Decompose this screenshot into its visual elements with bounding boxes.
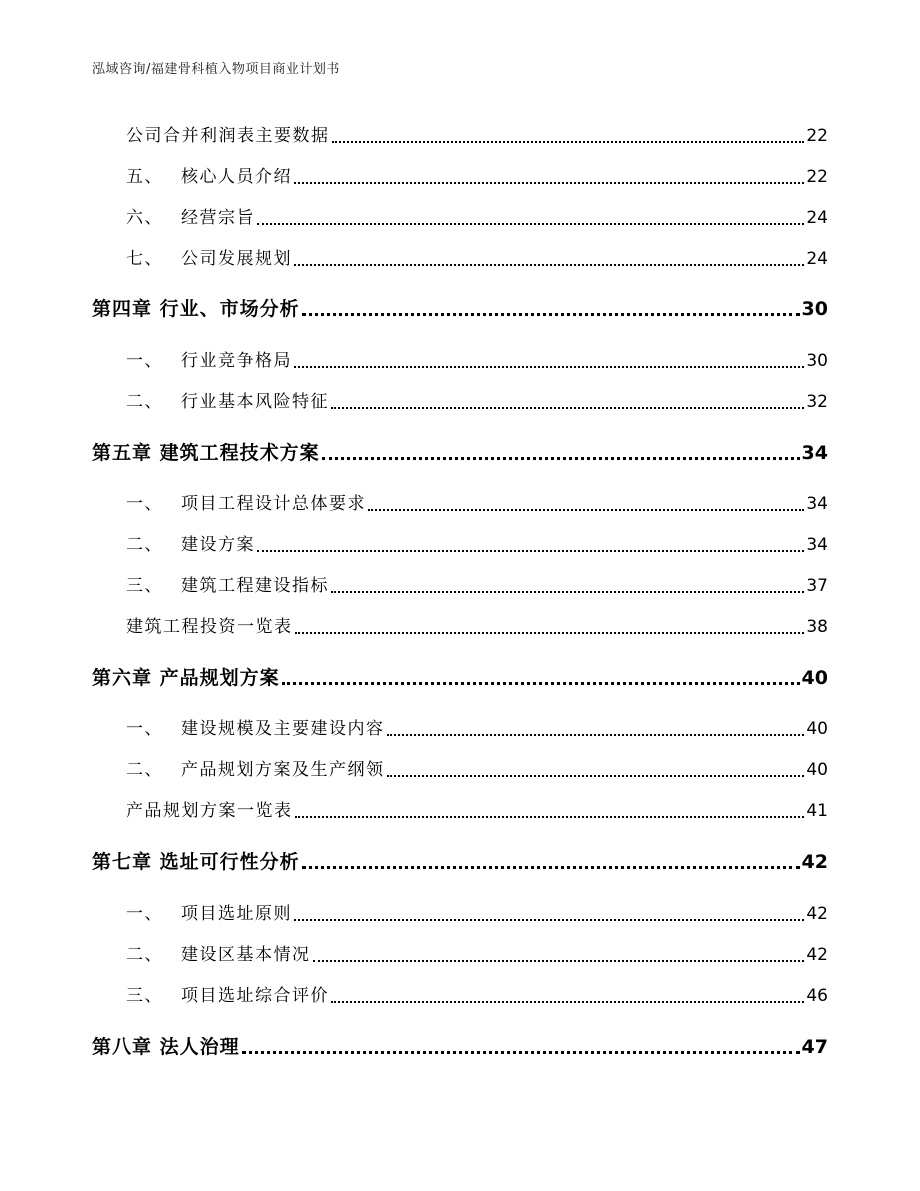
toc-entry[interactable] [0,206,828,230]
toc-entry-page: 40 [806,719,828,739]
toc-chapter-page: 42 [801,851,828,873]
toc-entry-number: 一、 [126,719,163,739]
toc-entry-title: 三、 建筑工程建设指标 [126,576,329,596]
dot-leader [368,492,804,516]
toc-entry[interactable] [0,717,828,741]
toc-chapter-title: 第五章 建筑工程技术方案 [92,442,320,464]
toc-entry-title: 建筑工程投资一览表 [126,617,293,637]
toc-entry[interactable] [0,615,828,639]
toc-entry[interactable] [0,349,828,373]
toc-chapter-entry[interactable] [0,296,828,322]
toc-entry[interactable] [0,574,828,598]
dot-leader [242,1034,800,1060]
toc-entry[interactable] [0,799,828,823]
toc-chapter-entry[interactable] [0,440,828,466]
dot-leader [295,615,805,639]
toc-chapter-page: 47 [801,1036,828,1058]
toc-entry-number: 五、 [126,167,163,187]
dot-leader [294,165,804,189]
toc-chapter-title: 第六章 产品规划方案 [92,667,280,689]
toc-entry-page: 42 [806,904,828,924]
toc-entry-number: 一、 [126,351,163,371]
dot-leader [322,440,800,466]
toc-chapter-title: 第七章 选址可行性分析 [92,851,300,873]
toc-entry-page: 30 [806,351,828,371]
toc-entry-title: 二、 建设区基本情况 [126,945,311,965]
dot-leader [302,296,800,322]
toc-entry-title: 二、 产品规划方案及生产纲领 [126,760,385,780]
toc-entry-title: 一、 建设规模及主要建设内容 [126,719,385,739]
dot-leader [294,902,804,926]
dot-leader [294,349,804,373]
dot-leader [257,206,804,230]
toc-entry[interactable] [0,124,828,148]
toc-entry[interactable] [0,390,828,414]
dot-leader [282,665,800,691]
toc-entry-number: 二、 [126,392,163,412]
dot-leader [257,533,804,557]
toc-entry-number: 三、 [126,986,163,1006]
toc-entry-title: 五、 核心人员介绍 [126,167,292,187]
running-header: 泓域咨询/福建骨科植入物项目商业计划书 [92,62,340,77]
toc-chapter-entry[interactable] [0,665,828,691]
toc-chapter-entry[interactable] [0,1034,828,1060]
toc-entry[interactable] [0,247,828,271]
toc-chapter-page: 30 [801,298,828,320]
toc-entry-page: 24 [806,249,828,269]
toc-entry-number: 二、 [126,945,163,965]
toc-entry[interactable] [0,533,828,557]
toc-entry-title: 二、 行业基本风险特征 [126,392,329,412]
toc-chapter-title: 第八章 法人治理 [92,1036,240,1058]
toc-entry[interactable] [0,758,828,782]
dot-leader [313,943,805,967]
dot-leader [331,390,804,414]
toc-entry-page: 32 [806,392,828,412]
toc-entry-number: 二、 [126,760,163,780]
dot-leader [331,984,804,1008]
toc-entry-title: 三、 项目选址综合评价 [126,986,329,1006]
toc-entry-number: 二、 [126,535,163,555]
toc-entry-page: 22 [806,167,828,187]
toc-entry-page: 46 [806,986,828,1006]
dot-leader [387,758,805,782]
toc-entry-number: 七、 [126,249,163,269]
toc-entry-title: 一、 项目工程设计总体要求 [126,494,366,514]
toc-chapter-page: 40 [801,667,828,689]
toc-entry-page: 37 [806,576,828,596]
toc-entry-number: 三、 [126,576,163,596]
toc-entry-title: 二、 建设方案 [126,535,255,555]
toc-entry-title: 七、 公司发展规划 [126,249,292,269]
toc-entry-page: 24 [806,208,828,228]
toc-chapter-entry[interactable] [0,849,828,875]
toc-entry-number: 六、 [126,208,163,228]
toc-entry[interactable] [0,902,828,926]
dot-leader [294,247,804,271]
toc-entry-title: 公司合并利润表主要数据 [126,126,330,146]
toc-entry-title: 六、 经营宗旨 [126,208,255,228]
toc-chapter-title: 第四章 行业、市场分析 [92,298,300,320]
toc-entry-page: 34 [806,535,828,555]
toc-entry-page: 42 [806,945,828,965]
toc-entry-title: 产品规划方案一览表 [126,801,293,821]
toc-chapter-page: 34 [801,442,828,464]
header-rule [92,86,828,87]
toc-entry-page: 41 [806,801,828,821]
toc-entry-page: 22 [806,126,828,146]
dot-leader [387,717,805,741]
toc-entry-number: 一、 [126,904,163,924]
dot-leader [332,124,805,148]
toc-entry[interactable] [0,943,828,967]
toc-entry-title: 一、 项目选址原则 [126,904,292,924]
toc-entry[interactable] [0,492,828,516]
dot-leader [302,849,800,875]
toc-entry[interactable] [0,165,828,189]
toc-entry-number: 一、 [126,494,163,514]
dot-leader [295,799,805,823]
dot-leader [331,574,804,598]
toc-entry-page: 38 [806,617,828,637]
toc-entry-title: 一、 行业竞争格局 [126,351,292,371]
toc-entry-page: 34 [806,494,828,514]
toc-entry[interactable] [0,984,828,1008]
toc-entry-page: 40 [806,760,828,780]
